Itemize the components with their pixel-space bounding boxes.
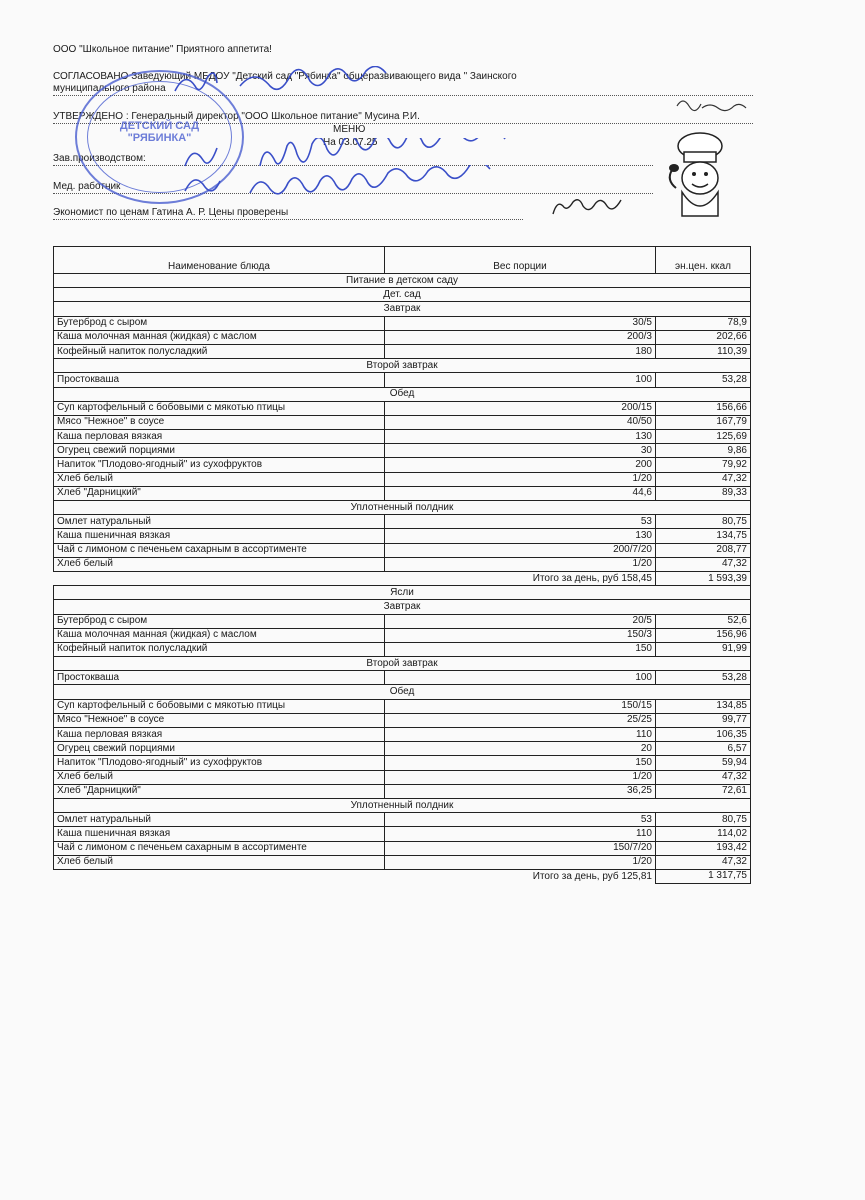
economist-line: Экономист по ценам Гатина А. Р. Цены проверены: [53, 207, 289, 218]
dish-name: Каша перловая вязкая: [54, 728, 385, 742]
dish-name: Каша молочная манная (жидкая) с маслом: [54, 330, 385, 344]
table-row: [54, 330, 751, 344]
table-row: [54, 827, 751, 841]
table-row: [54, 742, 751, 756]
table-row: [54, 784, 751, 798]
portion-weight: 110: [385, 728, 656, 742]
dish-name: Хлеб "Дарницкий": [54, 784, 385, 798]
portion-weight: 130: [385, 430, 656, 444]
dish-name: Кофейный напиток полусладкий: [54, 642, 385, 656]
portion-weight: 25/25: [385, 713, 656, 727]
dish-name: Чай с лимоном с печеньем сахарным в ассортименте: [54, 841, 385, 855]
total-row: [54, 571, 751, 585]
stamp-center-line-1: ДЕТСКИЙ САД: [119, 120, 200, 132]
meal-label: Уплотненный полдник: [54, 798, 751, 812]
meal-heading-row: [54, 501, 751, 515]
dish-name: Бутерброд с сыром: [54, 316, 385, 330]
chef-icon: [660, 130, 740, 220]
group-heading-row: [54, 288, 751, 302]
meal-label: Завтрак: [54, 600, 751, 614]
meal-heading-row: [54, 302, 751, 316]
dish-name: Каша молочная манная (жидкая) с маслом: [54, 628, 385, 642]
energy-kcal: 134,85: [656, 699, 751, 713]
portion-weight: 100: [385, 373, 656, 387]
meal-heading-row: [54, 600, 751, 614]
menu-title: МЕНЮ: [333, 124, 366, 135]
table-row: [54, 373, 751, 387]
meal-label: Уплотненный полдник: [54, 501, 751, 515]
med-worker-signature: [180, 165, 510, 201]
table-row: [54, 458, 751, 472]
portion-weight: 40/50: [385, 415, 656, 429]
portion-weight: 1/20: [385, 770, 656, 784]
meal-label: Завтрак: [54, 302, 751, 316]
meal-heading-row: [54, 359, 751, 373]
energy-kcal: 72,61: [656, 784, 751, 798]
dish-name: Хлеб белый: [54, 770, 385, 784]
portion-weight: 30: [385, 444, 656, 458]
table-row: [54, 628, 751, 642]
portion-weight: 1/20: [385, 472, 656, 486]
energy-kcal: 80,75: [656, 813, 751, 827]
dish-name: Суп картофельный с бобовыми с мякотью птицы: [54, 401, 385, 415]
portion-weight: 1/20: [385, 557, 656, 571]
energy-kcal: 134,75: [656, 529, 751, 543]
meal-heading-row: [54, 685, 751, 699]
table-row: [54, 614, 751, 628]
column-header-kcal: эн.цен. ккал: [656, 247, 751, 274]
energy-kcal: 47,32: [656, 472, 751, 486]
dish-name: Мясо "Нежное" в соусе: [54, 415, 385, 429]
menu-date: На 03.07.25: [323, 137, 378, 148]
table-row: [54, 344, 751, 358]
portion-weight: 150: [385, 642, 656, 656]
meal-label: Второй завтрак: [54, 359, 751, 373]
portion-weight: 20/5: [385, 614, 656, 628]
total-row: [54, 869, 751, 883]
sub-label: Дет. сад: [54, 288, 751, 302]
table-row: [54, 415, 751, 429]
dish-name: Простокваша: [54, 373, 385, 387]
energy-kcal: 89,33: [656, 486, 751, 500]
table-row: [54, 813, 751, 827]
portion-weight: 44,6: [385, 486, 656, 500]
portion-weight: 100: [385, 671, 656, 685]
energy-kcal: 47,32: [656, 770, 751, 784]
table-row: [54, 642, 751, 656]
portion-weight: 30/5: [385, 316, 656, 330]
dish-name: Хлеб белый: [54, 472, 385, 486]
dish-name: Напиток "Плодово-ягодный" из сухофруктов: [54, 458, 385, 472]
meal-heading-row: [54, 387, 751, 401]
energy-kcal: 110,39: [656, 344, 751, 358]
energy-kcal: 208,77: [656, 543, 751, 557]
table-row: [54, 543, 751, 557]
table-row: [54, 756, 751, 770]
menu-table: [53, 246, 751, 884]
portion-weight: 150/3: [385, 628, 656, 642]
energy-kcal: 6,57: [656, 742, 751, 756]
meal-heading-row: [54, 798, 751, 812]
portion-weight: 150: [385, 756, 656, 770]
table-row: [54, 316, 751, 330]
table-row: [54, 515, 751, 529]
dish-name: Хлеб "Дарницкий": [54, 486, 385, 500]
approved-line: УТВЕРЖДЕНО : Генеральный директор "ООО Школьное питание" Мусина Р.И.: [53, 111, 420, 122]
director-signature: [170, 66, 420, 100]
total-kcal: 1 593,39: [656, 571, 751, 585]
small-signature: [672, 94, 752, 118]
dish-name: Каша перловая вязкая: [54, 430, 385, 444]
dish-name: Бутерброд с сыром: [54, 614, 385, 628]
dish-name: Мясо "Нежное" в соусе: [54, 713, 385, 727]
table-row: [54, 444, 751, 458]
dish-name: Чай с лимоном с печеньем сахарным в ассортименте: [54, 543, 385, 557]
group-heading-row: [54, 586, 751, 600]
energy-kcal: 53,28: [656, 671, 751, 685]
dish-name: Каша пшеничная вязкая: [54, 529, 385, 543]
energy-kcal: 52,6: [656, 614, 751, 628]
portion-weight: 1/20: [385, 855, 656, 869]
agreed-line-1: СОГЛАСОВАНО Заведующий МБДОУ "Детский сад "Рябинка" общеразвивающего вида " Заинского: [53, 71, 517, 82]
energy-kcal: 167,79: [656, 415, 751, 429]
table-row: [54, 472, 751, 486]
energy-kcal: 53,28: [656, 373, 751, 387]
energy-kcal: 99,77: [656, 713, 751, 727]
dish-name: Кофейный напиток полусладкий: [54, 344, 385, 358]
portion-weight: 200/3: [385, 330, 656, 344]
dish-name: Огурец свежий порциями: [54, 444, 385, 458]
table-header-row: [54, 247, 751, 274]
total-label: Итого за день, руб 158,45: [385, 571, 656, 585]
portion-weight: 130: [385, 529, 656, 543]
column-header-weight: Вес порции: [385, 247, 656, 274]
portion-weight: 20: [385, 742, 656, 756]
table-row: [54, 841, 751, 855]
energy-kcal: 106,35: [656, 728, 751, 742]
portion-weight: 36,25: [385, 784, 656, 798]
meal-label: Обед: [54, 685, 751, 699]
energy-kcal: 156,96: [656, 628, 751, 642]
economist-signature: [548, 196, 628, 222]
production-head-label: Зав.производством:: [53, 153, 146, 164]
total-spacer: [54, 571, 385, 585]
dish-name: Суп картофельный с бобовыми с мякотью птицы: [54, 699, 385, 713]
dish-name: Огурец свежий порциями: [54, 742, 385, 756]
section-label: Питание в детском саду: [54, 274, 751, 288]
meal-label: Обед: [54, 387, 751, 401]
energy-kcal: 156,66: [656, 401, 751, 415]
energy-kcal: 91,99: [656, 642, 751, 656]
total-label: Итого за день, руб 125,81: [385, 869, 656, 883]
stamp-center-line-2: "РЯБИНКА": [127, 132, 192, 144]
dish-name: Омлет натуральный: [54, 515, 385, 529]
portion-weight: 200: [385, 458, 656, 472]
portion-weight: 110: [385, 827, 656, 841]
med-worker-label: Мед. работник: [53, 181, 121, 192]
energy-kcal: 78,9: [656, 316, 751, 330]
table-row: [54, 557, 751, 571]
energy-kcal: 47,32: [656, 855, 751, 869]
dish-name: Хлеб белый: [54, 557, 385, 571]
company-line: ООО "Школьное питание" Приятного аппетита!: [53, 44, 272, 55]
energy-kcal: 9,86: [656, 444, 751, 458]
energy-kcal: 114,02: [656, 827, 751, 841]
energy-kcal: 79,92: [656, 458, 751, 472]
sub-label: Ясли: [54, 586, 751, 600]
table-row: [54, 699, 751, 713]
table-row: [54, 855, 751, 869]
economist-divider: [53, 219, 523, 220]
agreed-line-2: муниципального района: [53, 83, 166, 94]
energy-kcal: 47,32: [656, 557, 751, 571]
table-row: [54, 728, 751, 742]
table-row: [54, 529, 751, 543]
energy-kcal: 193,42: [656, 841, 751, 855]
table-row: [54, 713, 751, 727]
portion-weight: 200/15: [385, 401, 656, 415]
portion-weight: 180: [385, 344, 656, 358]
column-header-dish: Наименование блюда: [54, 247, 385, 274]
total-spacer: [54, 869, 385, 883]
section-heading-row: [54, 274, 751, 288]
table-row: [54, 430, 751, 444]
dish-name: Напиток "Плодово-ягодный" из сухофруктов: [54, 756, 385, 770]
table-row: [54, 401, 751, 415]
table-row: [54, 486, 751, 500]
portion-weight: 53: [385, 813, 656, 827]
portion-weight: 53: [385, 515, 656, 529]
meal-label: Второй завтрак: [54, 657, 751, 671]
energy-kcal: 202,66: [656, 330, 751, 344]
meal-heading-row: [54, 657, 751, 671]
menu-table-body: [54, 247, 751, 884]
dish-name: Омлет натуральный: [54, 813, 385, 827]
portion-weight: 200/7/20: [385, 543, 656, 557]
total-kcal: 1 317,75: [656, 869, 751, 883]
table-row: [54, 671, 751, 685]
portion-weight: 150/7/20: [385, 841, 656, 855]
energy-kcal: 125,69: [656, 430, 751, 444]
portion-weight: 150/15: [385, 699, 656, 713]
dish-name: Каша пшеничная вязкая: [54, 827, 385, 841]
table-row: [54, 770, 751, 784]
energy-kcal: 80,75: [656, 515, 751, 529]
dish-name: Хлеб белый: [54, 855, 385, 869]
energy-kcal: 59,94: [656, 756, 751, 770]
dish-name: Простокваша: [54, 671, 385, 685]
